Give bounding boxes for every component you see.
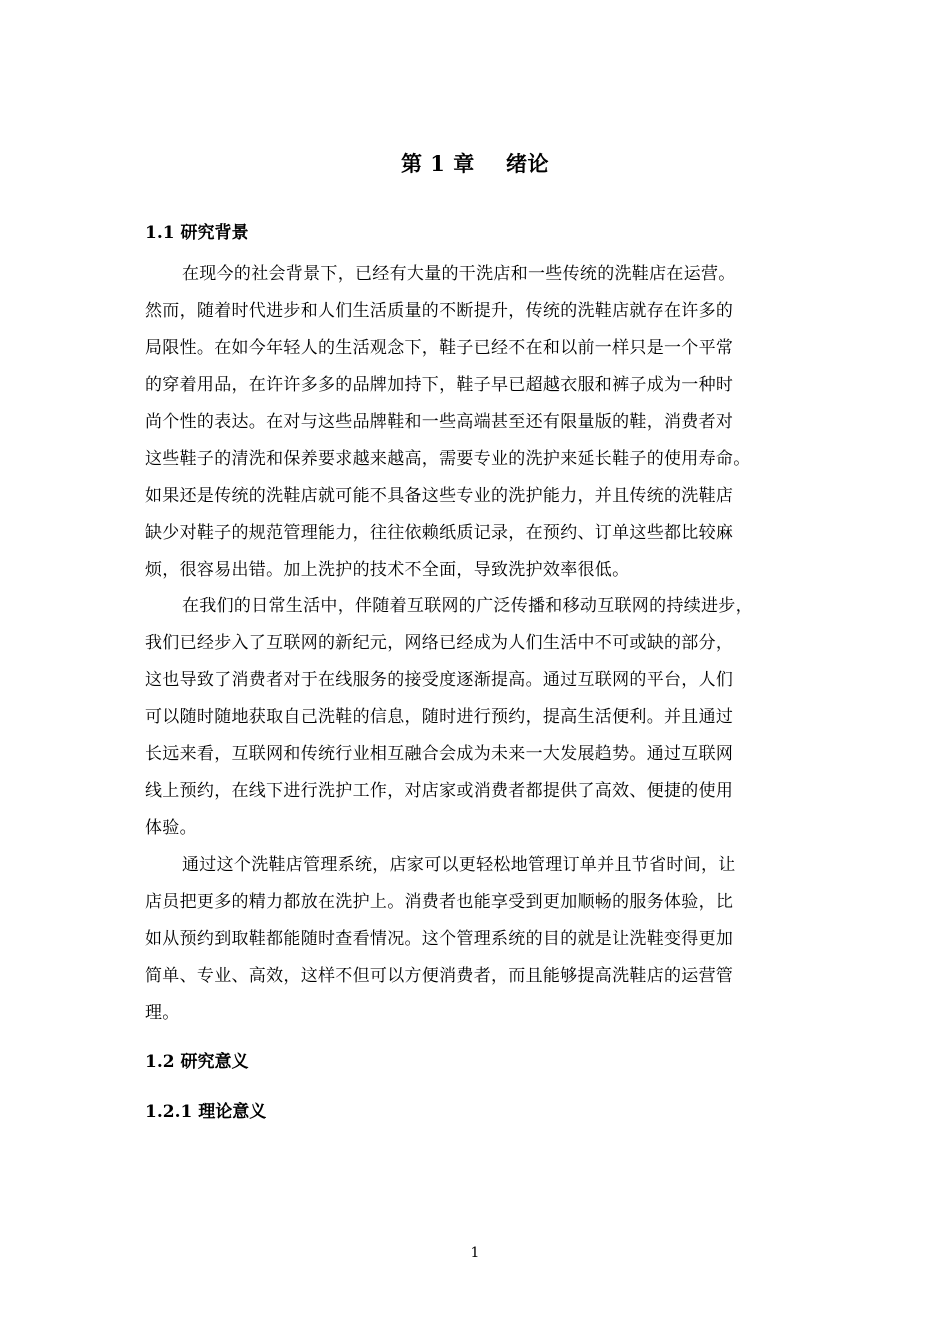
paragraph-line: 尚个性的表达。在对与这些品牌鞋和一些高端甚至还有限量版的鞋，消费者对 [145,412,734,432]
paragraph-line: 缺少对鞋子的规范管理能力，往往依赖纸质记录，在预约、订单这些都比较麻 [145,523,734,543]
paragraph-line: 通过这个洗鞋店管理系统，店家可以更轻松地管理订单并且节省时间，让 [182,855,736,875]
paragraph-3 [145,847,820,1032]
paragraph-2 [145,588,820,847]
paragraph-line: 体验。 [145,818,197,838]
paragraph-line: 线上预约，在线下进行洗护工作，对店家或消费者都提供了高效、便捷的使用 [145,781,734,801]
paragraph-line: 简单、专业、高效，这样不但可以方便消费者，而且能够提高洗鞋店的运营管 [145,966,734,986]
paragraph-line: 烦，很容易出错。加上洗护的技术不全面，导致洗护效率很低。 [145,560,630,580]
paragraph-line: 在我们的日常生活中，伴随着互联网的广泛传播和移动互联网的持续进步， [182,596,753,616]
paragraph-line: 如从预约到取鞋都能随时查看情况。这个管理系统的目的就是让洗鞋变得更加 [145,929,734,949]
paragraph-line: 长远来看，互联网和传统行业相互融合会成为未来一大发展趋势。通过互联网 [145,744,734,764]
paragraph-line: 的穿着用品，在许许多多的品牌加持下，鞋子早已超越衣服和裤子成为一种时 [145,375,734,395]
paragraph-line: 如果还是传统的洗鞋店就可能不具备这些专业的洗护能力，并且传统的洗鞋店 [145,486,734,506]
paragraph-line: 这些鞋子的清洗和保养要求越来越高，需要专业的洗护来延长鞋子的使用寿命。 [145,449,751,469]
paragraph-line: 理。 [145,1003,180,1023]
chapter-title: 第 1 章 绪论 [401,151,549,176]
section-heading-research-background: 1.1 研究背景 [145,223,249,243]
section-heading-research-significance: 1.2 研究意义 [145,1052,249,1072]
paragraph-line: 我们已经步入了互联网的新纪元，网络已经成为人们生活中不可或缺的部分， [145,633,734,653]
subsection-heading-theoretical-significance: 1.2.1 理论意义 [145,1102,267,1122]
paragraph-line: 在现今的社会背景下，已经有大量的干洗店和一些传统的洗鞋店在运营。 [182,264,736,284]
paragraph-1 [145,256,820,589]
paragraph-line: 这也导致了消费者对于在线服务的接受度逐渐提高。通过互联网的平台，人们 [145,670,734,690]
paragraph-line: 店员把更多的精力都放在洗护上。消费者也能享受到更加顺畅的服务体验，比 [145,892,734,912]
paragraph-line: 然而，随着时代进步和人们生活质量的不断提升，传统的洗鞋店就存在许多的 [145,301,734,321]
paragraph-line: 可以随时随地获取自己洗鞋的信息，随时进行预约，提高生活便利。并且通过 [145,707,734,727]
page-number: 1 [470,1245,480,1261]
paragraph-line: 局限性。在如今年轻人的生活观念下，鞋子已经不在和以前一样只是一个平常 [145,338,734,358]
